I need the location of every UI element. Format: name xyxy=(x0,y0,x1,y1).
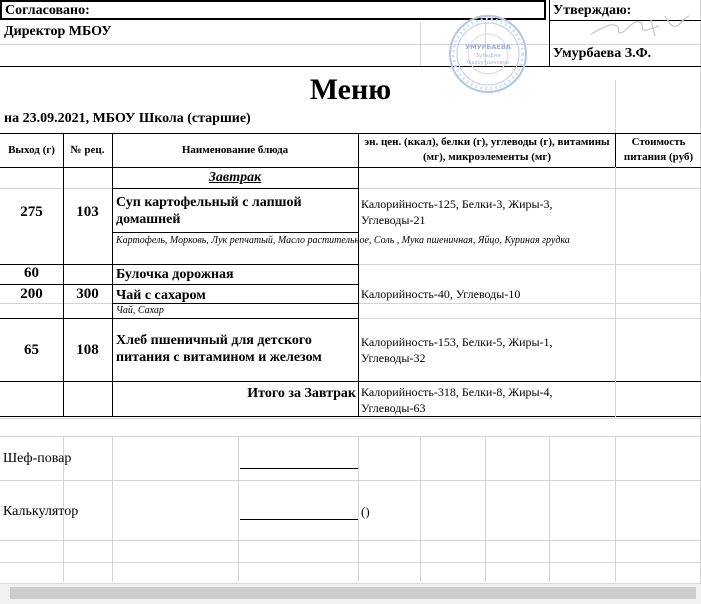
item-2-yield: 60 xyxy=(24,265,39,281)
page-title: Меню xyxy=(309,73,392,106)
item-1-name: Суп картофельный с лапшой домашней xyxy=(116,195,302,227)
total-label: Итого за Завтрак xyxy=(247,386,356,401)
page-subtitle: на 23.09.2021, МБОУ Школа (старшие) xyxy=(4,111,251,126)
chef-label: Шеф-повар xyxy=(3,451,72,466)
meal-title: Завтрак xyxy=(208,170,262,185)
item-1-yield: 275 xyxy=(20,204,43,220)
item-1-ingredients: Картофель, Морковь, Лук репчатый, Масло растительное, Соль , Мука пшеничная, Яйцо, Куриная грудка xyxy=(116,235,570,246)
item-1-recipe: 103 xyxy=(76,204,99,220)
scrollbar-thumb[interactable] xyxy=(10,587,696,599)
item-4-yield: 65 xyxy=(24,342,39,358)
agreed-label: Согласовано: xyxy=(5,3,90,18)
item-3-ingredients: Чай, Сахар xyxy=(116,305,164,316)
total-nutrition: Калорийность-318, Белки-8, Жиры-4, Углеводы-63 xyxy=(361,385,553,415)
chef-signature-line xyxy=(240,468,358,469)
approver-name: Умурбаева З.Ф. xyxy=(553,46,652,61)
svg-text:Фахрутдиновна: Фахрутдиновна xyxy=(467,60,509,66)
item-4-nutrition: Калорийность-153, Белки-5, Жиры-1, Углеводы-32 xyxy=(361,335,553,365)
item-4-name: Хлеб пшеничный для детского питания с витамином и железом xyxy=(116,333,322,365)
signature-icon xyxy=(585,8,695,42)
item-3-name: Чай с сахаром xyxy=(116,288,206,303)
col-nutrition: эн. цен. (ккал), белки (г), углеводы (г), витамины (мг), микроэлементы (мг) xyxy=(364,136,610,163)
col-cost: Стоимость питания (руб) xyxy=(623,136,694,163)
calc-value: () xyxy=(361,504,370,519)
horizontal-scrollbar[interactable] xyxy=(0,583,701,604)
item-3-yield: 200 xyxy=(20,286,43,302)
col-dish: Наименование блюда xyxy=(181,144,289,156)
svg-text:Зульфия: Зульфия xyxy=(475,53,501,59)
item-3-recipe: 300 xyxy=(76,286,99,302)
col-recipe: № рец. xyxy=(70,144,105,156)
director-label: Директор МБОУ xyxy=(4,24,112,39)
calc-label: Калькулятор xyxy=(3,504,79,519)
calc-signature-line xyxy=(240,519,358,520)
item-2-name: Булочка дорожная xyxy=(116,267,234,282)
item-3-nutrition: Калорийность-40, Углеводы-10 xyxy=(361,287,521,301)
svg-text:УМУРБАЕВА: УМУРБАЕВА xyxy=(465,43,511,51)
approve-label: Утверждаю: xyxy=(553,3,632,18)
item-1-nutrition: Калорийность-125, Белки-3, Жиры-3, Углеводы-21 xyxy=(361,197,553,227)
col-yield: Выход (г) xyxy=(8,144,55,156)
item-4-recipe: 108 xyxy=(76,342,99,358)
